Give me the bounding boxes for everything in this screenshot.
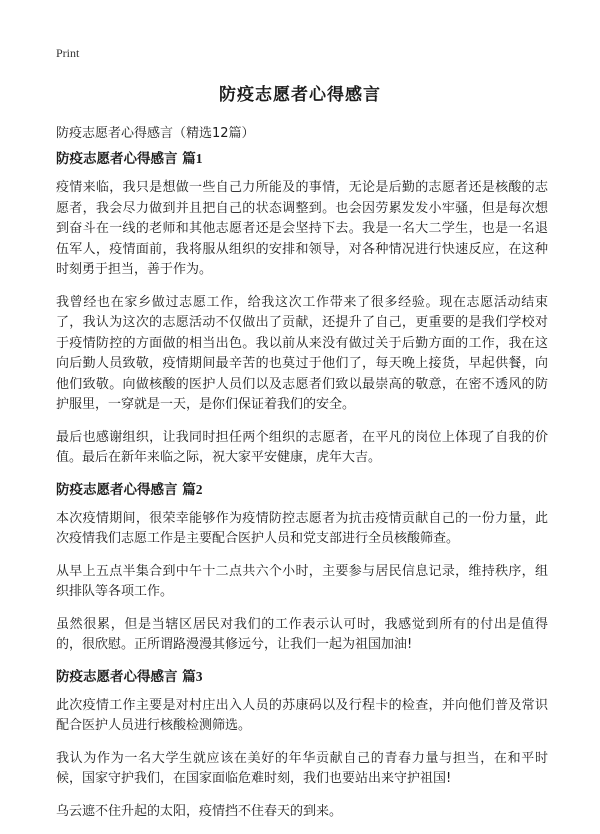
print-link[interactable]: Print — [56, 46, 80, 60]
paragraph: 最后也感谢组织，让我同时担任两个组织的志愿者，在平凡的岗位上体现了自我的价值。最后在新年来临之际，祝大家平安健康，虎年大吉。 — [56, 429, 548, 465]
document-subtitle: 防疫志愿者心得感言（精选12篇） — [56, 126, 255, 141]
section-heading-1: 防疫志愿者心得感言 篇1 — [56, 151, 203, 167]
paragraph: 从早上五点半集合到中午十二点共六个小时，主要参与居民信息记录，维持秩序，组织排队等各项工作。 — [56, 563, 548, 599]
section-heading-3: 防疫志愿者心得感言 篇3 — [56, 668, 203, 685]
paragraph: 疫情来临，我只是想做一些自己力所能及的事情，无论是后勤的志愿者还是核酸的志愿者，我会尽力做到并且把自己的状态调整到。也会因劳累发发小牢骚，但是每次想到奋斗在一线的老师和其他志愿者还是会坚持下去。我是一名大二学生，也是一名退伍军人，疫情面前，我将服从组织的安排和领导，对各种情况进行快速反应，在这种时刻勇于担当，善于作为。 — [56, 180, 548, 277]
paragraph: 我认为作为一名大学生就应该在美好的年华贡献自己的青春力量与担当，在和平时候，国家守护我们，在国家面临危难时刻，我们也要站出来守护祖国! — [56, 750, 548, 786]
paragraph: 此次疫情工作主要是对村庄出入人员的苏康码以及行程卡的检查，并向他们普及常识配合医护人员进行核酸检测筛选。 — [56, 697, 548, 733]
paragraph: 本次疫情期间，很荣幸能够作为疫情防控志愿者为抗击疫情贡献自己的一份力量，此次疫情我们志愿工作是主要配合医护人员和党支部进行全员核酸筛查。 — [56, 510, 548, 546]
paragraph: 虽然很累，但是当辖区居民对我们的工作表示认可时，我感觉到所有的付出是值得的，很欣慰。正所谓路漫漫其修远兮，让我们一起为祖国加油! — [56, 616, 548, 652]
page-title: 防疫志愿者心得感言 — [219, 85, 381, 105]
paragraph: 我曾经也在家乡做过志愿工作，给我这次工作带来了很多经验。现在志愿活动结束了，我认为这次的志愿活动不仅做出了贡献，还提升了自己，更重要的是我们学校对于疫情防控的方面做的相当出色。我以前从来没有做过关于后勤方面的工作，我在这向后勤人员致敬，疫情期间最辛苦的也莫过于他们了，每天晚上接货，早起供餐，向他们致敬。向做核酸的医护人员们以及志愿者们致以最崇高的敬意，在密不透风的防护服里，一穿就是一天，是你们保证着我们的安全。 — [56, 294, 548, 412]
paragraph: 乌云遮不住升起的太阳，疫情挡不住春天的到来。 — [56, 803, 343, 819]
section-heading-2: 防疫志愿者心得感言 篇2 — [56, 481, 203, 498]
article-body — [56, 150, 548, 834]
